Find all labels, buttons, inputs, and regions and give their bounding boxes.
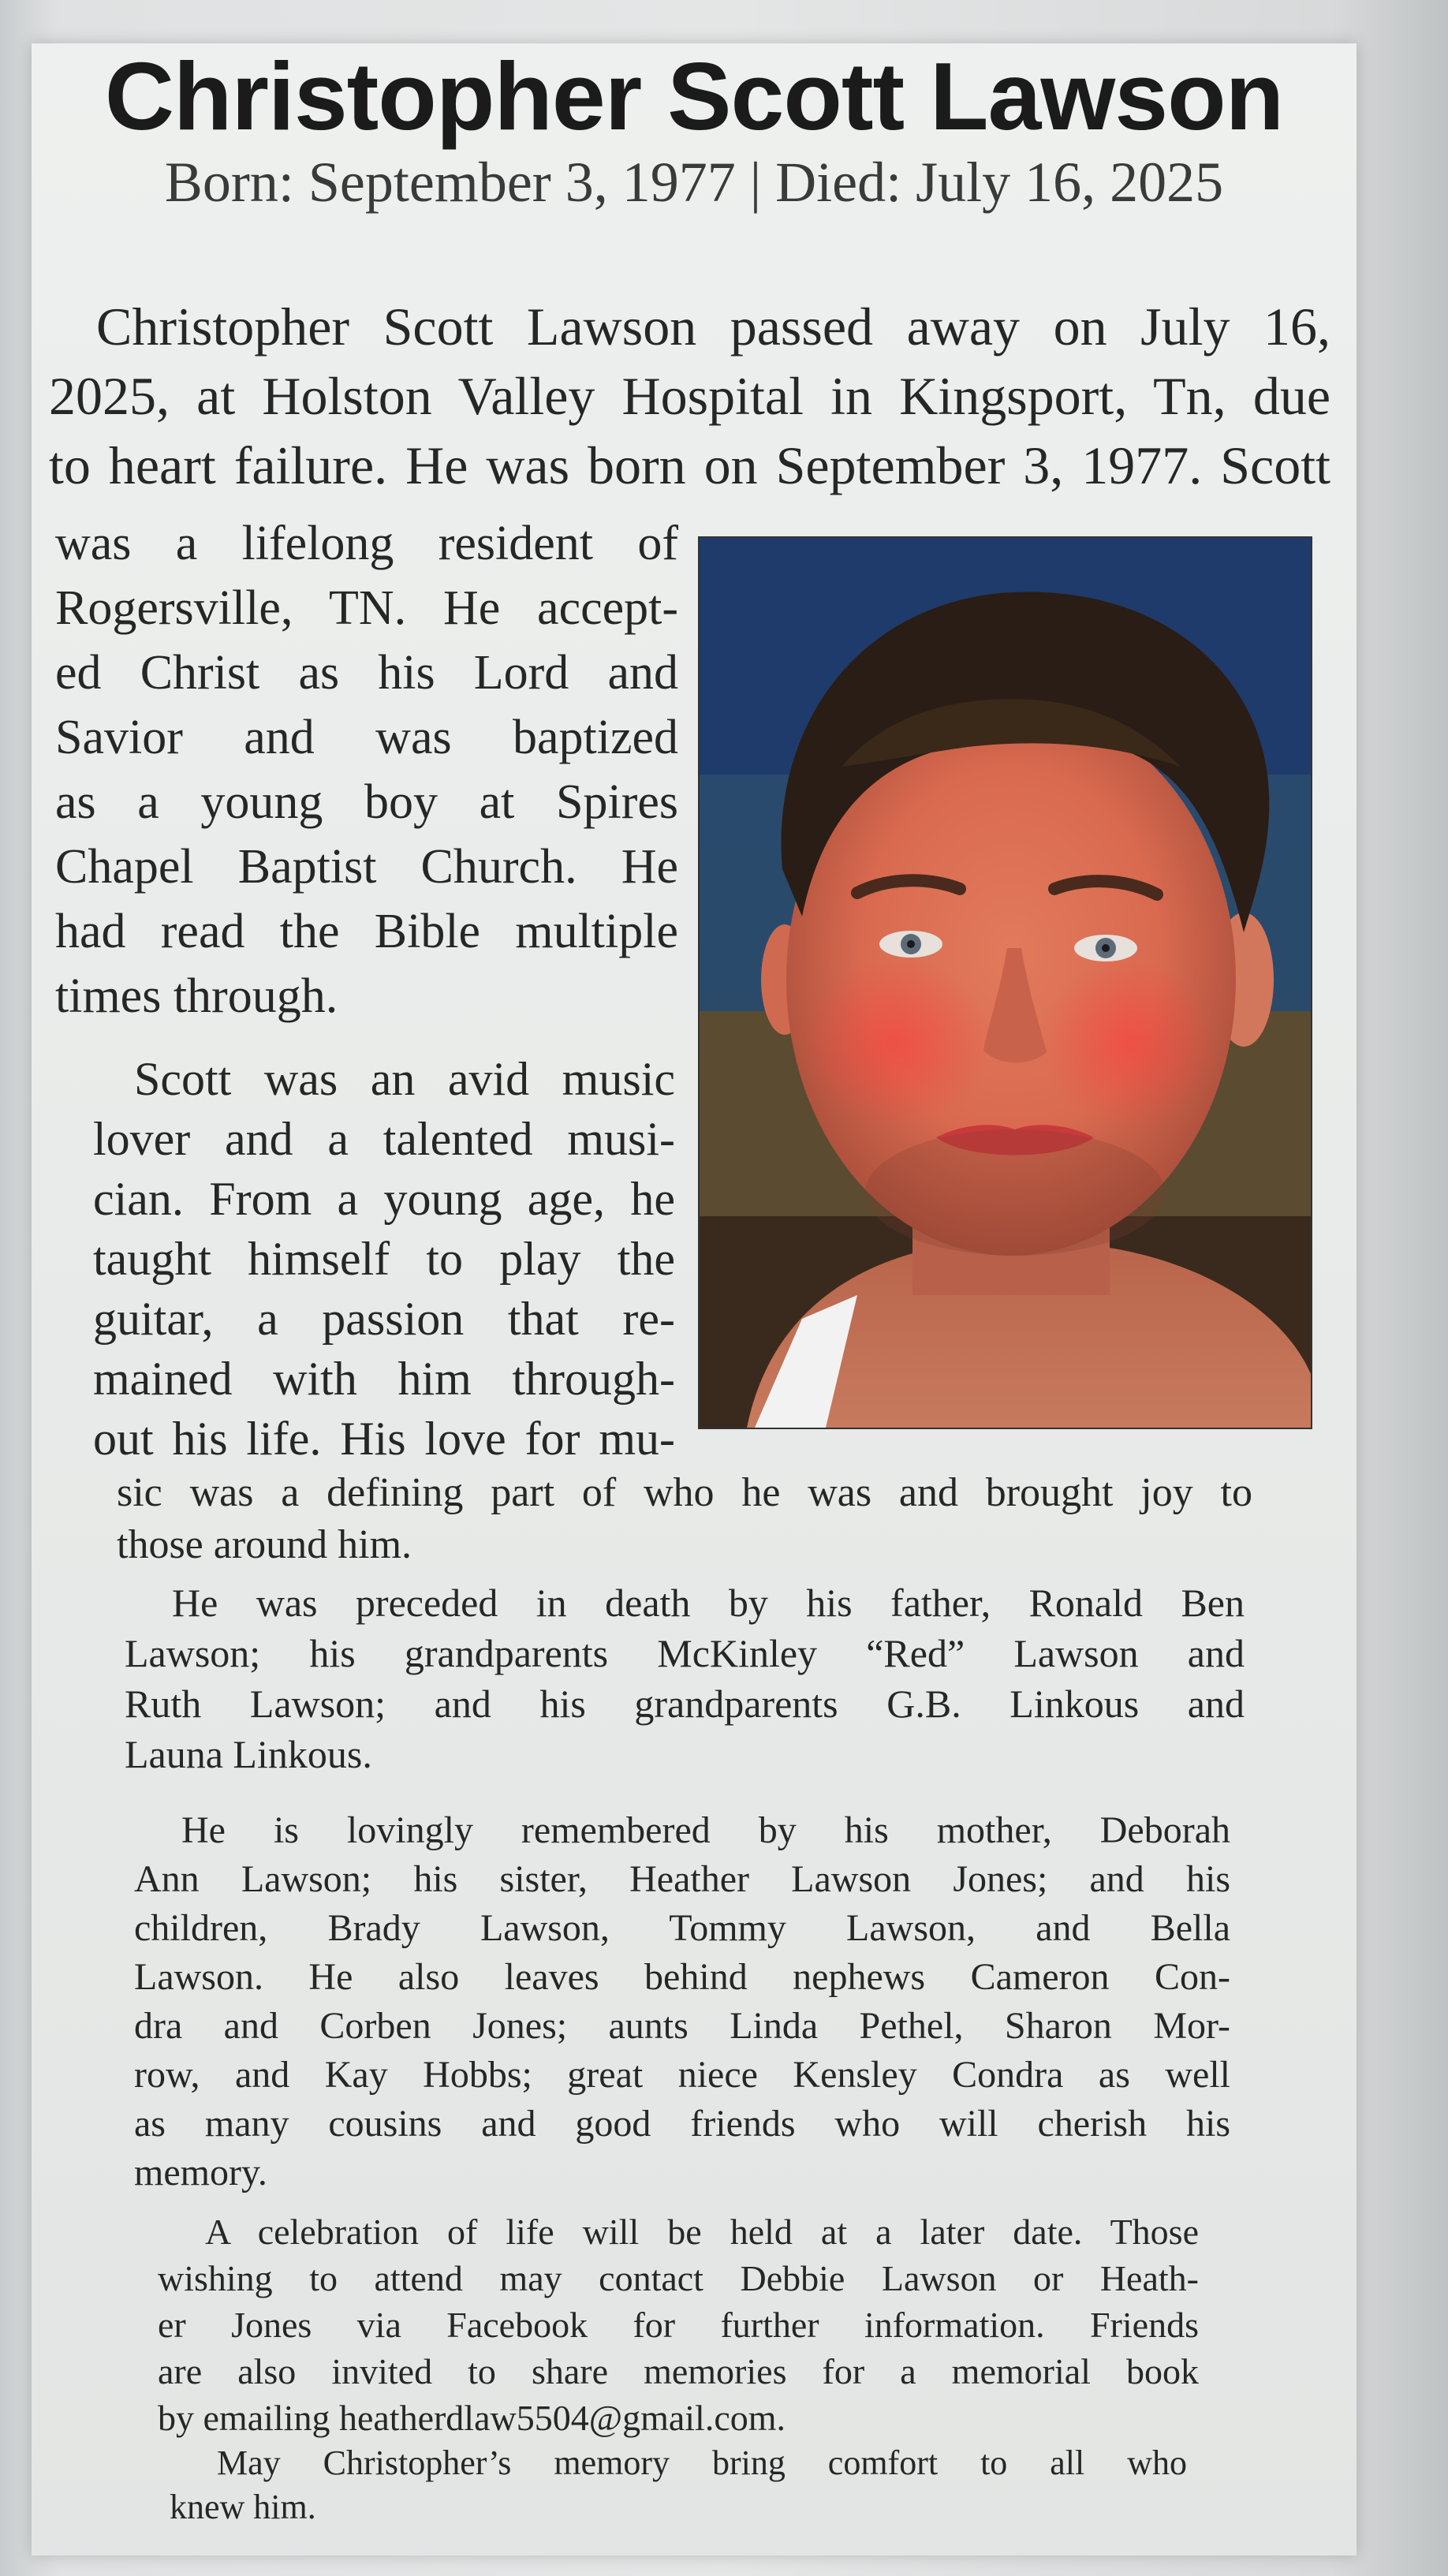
- text-line: He was preceded in death by his father, Ronald Ben: [172, 1581, 1245, 1625]
- paragraph-closing: [170, 2441, 1187, 2529]
- obituary-name-heading: Christopher Scott Lawson: [104, 43, 1284, 150]
- text-line: lover and a talented musi-: [93, 1113, 675, 1165]
- text-line: Ann Lawson; his sister, Heather Lawson Jones; and his: [134, 1858, 1230, 1900]
- text-line: wishing to attend may contact Debbie Lawson or Heath-: [158, 2258, 1199, 2298]
- text-line: was a lifelong resident of: [55, 517, 678, 570]
- text-line: May Christopher’s memory bring comfort to all who: [217, 2443, 1187, 2482]
- text-line: row, and Kay Hobbs; great niece Kensley Condra as well: [134, 2054, 1230, 2096]
- text-line: are also invited to share memories for a memorial book: [158, 2351, 1199, 2391]
- text-line: dra and Corben Jones; aunts Linda Pethel, Sharon Mor-: [134, 2005, 1230, 2047]
- text-line: those around him.: [117, 1522, 412, 1567]
- text-line: Savior and was baptized: [55, 711, 678, 764]
- text-line: memory.: [134, 2152, 267, 2193]
- text-line: as many cousins and good friends who will cherish his: [134, 2103, 1230, 2145]
- text-line: as a young boy at Spires: [55, 775, 678, 829]
- text-line: by emailing heatherdlaw5504@gmail.com.: [158, 2398, 786, 2438]
- portrait-illustration: [700, 538, 1311, 1428]
- paragraph-music-continued: [117, 1467, 1252, 1571]
- text-line: Scott was an avid music: [134, 1053, 675, 1105]
- text-line: Rogersville, TN. He accept-: [55, 581, 678, 635]
- text-line: mained with him through-: [93, 1353, 675, 1405]
- paragraph-intro: [49, 292, 1330, 500]
- text-line: Christopher Scott Lawson passed away on July 16,: [96, 297, 1330, 357]
- text-line: Launa Linkous.: [125, 1732, 372, 1776]
- text-line: Ruth Lawson; and his grandparents G.B. Linkous and: [125, 1682, 1245, 1726]
- text-line: guitar, a passion that re-: [93, 1293, 675, 1345]
- text-line: cian. From a young age, he: [93, 1173, 675, 1225]
- text-line: sic was a defining part of who he was and brought joy to: [117, 1470, 1252, 1515]
- text-line: Lawson; his grandparents McKinley “Red” Lawson and: [125, 1631, 1245, 1675]
- text-line: knew him.: [170, 2488, 316, 2526]
- text-line: er Jones via Facebook for further information. Friends: [158, 2305, 1199, 2345]
- paragraph-survivors: [134, 1806, 1230, 2197]
- text-line: had read the Bible multiple: [55, 905, 678, 958]
- portrait-photo: [698, 536, 1312, 1429]
- paragraph-intro-continued: [55, 511, 678, 1029]
- text-line: out his life. His love for mu-: [93, 1413, 675, 1465]
- text-line: Lawson. He also leaves behind nephews Cameron Con-: [134, 1956, 1230, 1998]
- text-line: 2025, at Holston Valley Hospital in Kingsport, Tn, due: [49, 366, 1330, 426]
- paragraph-music: [93, 1049, 675, 1469]
- text-line: to heart failure. He was born on September 3, 1977. Scott: [49, 435, 1330, 495]
- text-line: He is lovingly remembered by his mother, Deborah: [181, 1809, 1230, 1851]
- text-line: A celebration of life will be held at a later date. Those: [205, 2212, 1199, 2252]
- text-line: children, Brady Lawson, Tommy Lawson, and Bella: [134, 1907, 1230, 1949]
- text-line: times through.: [55, 969, 338, 1023]
- paragraph-preceded: [125, 1577, 1245, 1779]
- text-line: Chapel Baptist Church. He: [55, 840, 678, 894]
- text-line: taught himself to play the: [93, 1233, 675, 1285]
- birth-death-dates: Born: September 3, 1977 | Died: July 16, 2025: [164, 151, 1224, 214]
- text-line: ed Christ as his Lord and: [55, 646, 678, 700]
- paragraph-celebration: [158, 2208, 1199, 2441]
